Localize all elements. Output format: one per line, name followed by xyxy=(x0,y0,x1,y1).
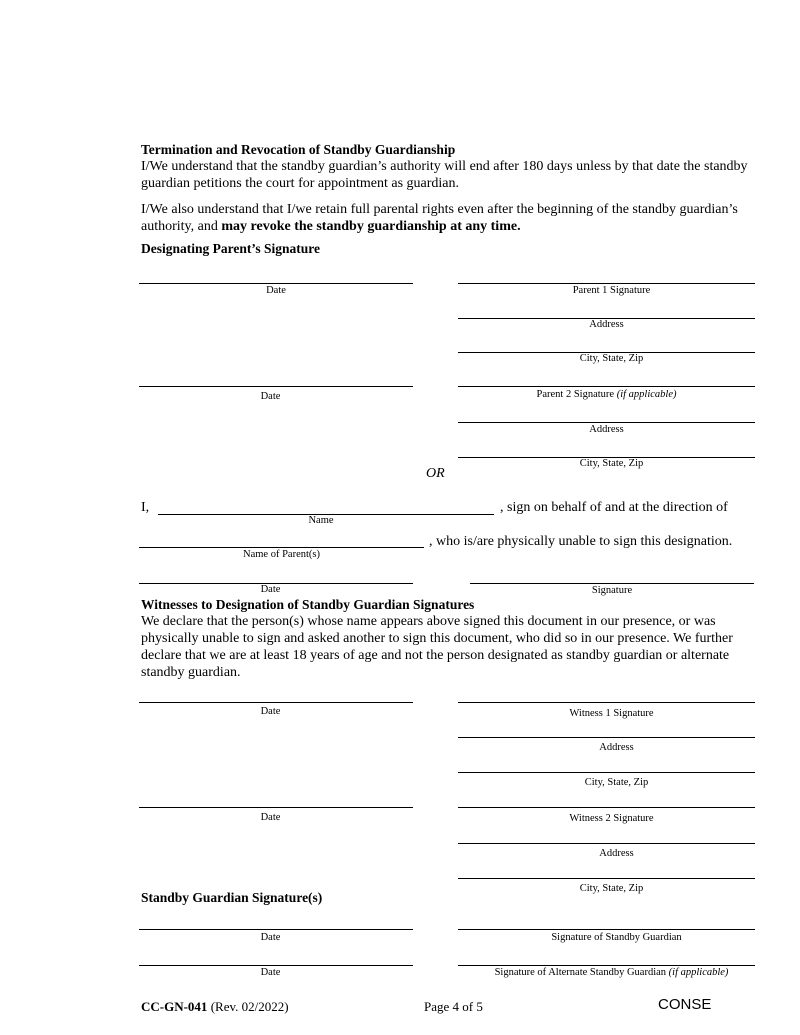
or-divider: OR xyxy=(426,466,445,481)
parent2-address-line[interactable] xyxy=(458,422,755,423)
proxy-signature-line[interactable] xyxy=(470,583,754,584)
witness2-date-label: Date xyxy=(260,812,281,823)
page-number: Page 4 of 5 xyxy=(424,999,483,1014)
parent2-date-label: Date xyxy=(260,391,281,402)
guardian-signature-line[interactable] xyxy=(458,929,755,930)
parents-name-label: Name of Parent(s) xyxy=(243,549,320,560)
witness1-signature-label: Witness 1 Signature xyxy=(569,708,654,719)
witness2-address-label: Address xyxy=(599,848,634,859)
parent2-date-line[interactable] xyxy=(139,386,413,387)
form-revision: (Rev. 02/2022) xyxy=(210,999,289,1014)
termination-paragraph-1: I/We understand that the standby guardian’s authority will end after 180 days unless by that date the standby guardian petitions the court for appointment as guardian. xyxy=(141,159,748,191)
alternate-if-applicable: (if applicable) xyxy=(668,967,729,978)
witness2-signature-line[interactable] xyxy=(458,807,755,808)
witness1-address-line[interactable] xyxy=(458,737,755,738)
witness1-address-label: Address xyxy=(599,742,634,753)
witnesses-declaration: We declare that the person(s) whose name appears above signed this document in our presence, or was physically unable to sign and asked another to sign this document, who did so in our presence. We further declare that we are at least 18 years of age and not the person designated as standby guardian or alternate standby guardian. xyxy=(141,614,733,680)
parent2-if-applicable: (if applicable) xyxy=(616,389,677,400)
witness1-city-line[interactable] xyxy=(458,772,755,773)
parent2-signature-line[interactable] xyxy=(458,386,755,387)
parent2-address-label: Address xyxy=(589,424,624,435)
parent1-date-label: Date xyxy=(266,285,286,296)
parent2-signature-text: Parent 2 Signature xyxy=(536,389,615,400)
witness1-date-line[interactable] xyxy=(139,702,413,703)
parent1-date-line[interactable] xyxy=(139,283,413,284)
witness1-city-label: City, State, Zip xyxy=(584,777,649,788)
parents-name-line[interactable] xyxy=(139,547,424,548)
witness2-city-line[interactable] xyxy=(458,878,755,879)
witness2-date-line[interactable] xyxy=(139,807,413,808)
parent1-signature-line[interactable] xyxy=(458,283,755,284)
witness1-date-label: Date xyxy=(260,706,281,717)
proxy-unable-text: , who is/are physically unable to sign this designation. xyxy=(429,534,733,549)
revoke-emphasis: may revoke the standby guardianship at any time. xyxy=(221,219,521,234)
guardian-signature-label: Signature of Standby Guardian xyxy=(551,932,682,943)
proxy-name-label: Name xyxy=(308,515,334,526)
witness1-signature-line[interactable] xyxy=(458,702,755,703)
parent2-city-label: City, State, Zip xyxy=(579,458,644,469)
conse-stamp: CONSE xyxy=(658,996,712,1013)
termination-paragraph-2-text: I/We also understand that I/we retain full parental rights even after the beginning of the standby guardian’s authority, and xyxy=(141,202,738,234)
form-number: CC-GN-041 xyxy=(141,999,208,1014)
parent1-address-label: Address xyxy=(589,319,624,330)
proxy-signature-label: Signature xyxy=(591,585,633,596)
termination-heading: Termination and Revocation of Standby Guardianship xyxy=(141,142,456,157)
proxy-i-label: I, xyxy=(141,500,150,515)
termination-paragraph-2 xyxy=(141,201,769,235)
form-footer xyxy=(141,999,289,1015)
guardian-date-label: Date xyxy=(260,932,281,943)
witness2-address-line[interactable] xyxy=(458,843,755,844)
witness2-city-label: City, State, Zip xyxy=(579,883,644,894)
alternate-date-line[interactable] xyxy=(139,965,413,966)
witnesses-heading: Witnesses to Designation of Standby Guardian Signatures xyxy=(141,597,475,612)
alternate-signature-text: Signature of Alternate Standby Guardian xyxy=(494,967,667,978)
alternate-signature-line[interactable] xyxy=(458,965,755,966)
proxy-behalf-text: , sign on behalf of and at the direction of xyxy=(500,500,728,515)
designating-parent-heading: Designating Parent’s Signature xyxy=(141,241,321,256)
standby-guardian-heading: Standby Guardian Signature(s) xyxy=(141,890,323,905)
proxy-date-label: Date xyxy=(260,584,281,595)
parent1-signature-label: Parent 1 Signature xyxy=(572,285,651,296)
alternate-signature-label xyxy=(458,967,765,978)
alternate-date-label: Date xyxy=(260,967,281,978)
witness2-signature-label: Witness 2 Signature xyxy=(569,813,654,824)
parent1-city-label: City, State, Zip xyxy=(579,353,644,364)
guardian-date-line[interactable] xyxy=(139,929,413,930)
parent2-signature-label xyxy=(458,389,755,400)
